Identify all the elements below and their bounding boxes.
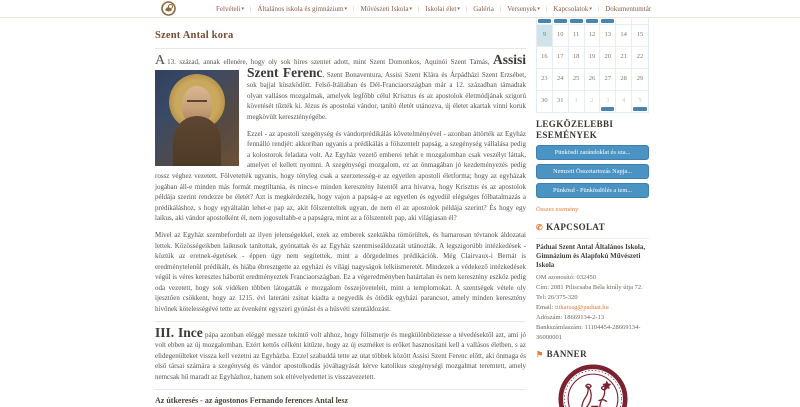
drop-cap: A xyxy=(155,53,166,68)
calendar-day-22[interactable]: 22 xyxy=(632,47,648,69)
contact-email-link[interactable]: titkarsag@paduai.hu xyxy=(554,304,609,311)
caret-down-icon: ▾ xyxy=(537,7,540,12)
divider xyxy=(155,389,526,390)
calendar-day-23[interactable]: 23 xyxy=(537,69,553,91)
contact-line-2 xyxy=(536,293,649,303)
contact-heading xyxy=(536,222,649,233)
contact-label: Bankszámlaszám: xyxy=(536,324,585,331)
calendar-day-29[interactable]: 29 xyxy=(632,69,648,91)
calendar-day-5[interactable]: 5 xyxy=(632,91,648,113)
nav-item-1[interactable]: Általános iskola és gimnázium▾ xyxy=(257,5,348,13)
contact-label: Cím: xyxy=(536,284,551,291)
calendar-day-2[interactable] xyxy=(537,18,553,25)
nav-item-3[interactable]: Iskolai élet▾ xyxy=(425,5,460,13)
contact-line-4 xyxy=(536,313,649,323)
event-calendar xyxy=(536,18,649,113)
nav-item-2[interactable]: Művészeti Iskola▾ xyxy=(360,5,412,13)
event-indicator-bar[interactable] xyxy=(538,19,551,23)
episcopal-conference-seal-image xyxy=(555,364,631,407)
nav-item-7[interactable]: Dokumentumtár xyxy=(605,5,652,13)
contact-label: Email: xyxy=(536,304,555,311)
contact-label: Tel: xyxy=(536,294,548,301)
event-indicator-bar[interactable] xyxy=(570,19,583,23)
phone-icon: ✆ xyxy=(536,223,544,232)
calendar-day-9[interactable]: 9 xyxy=(537,25,553,47)
contact-line-1 xyxy=(536,283,649,293)
sidebar xyxy=(536,18,649,407)
calendar-day-4[interactable] xyxy=(569,18,585,25)
all-events-link[interactable]: Összes esemény xyxy=(536,206,579,213)
event-indicator-bar[interactable] xyxy=(601,19,614,23)
highlight-name: Assisi Szent Ferenc xyxy=(247,52,526,80)
calendar-day-2[interactable]: 2 xyxy=(585,91,601,113)
calendar-day-7[interactable] xyxy=(616,18,632,25)
contact-label: Adószám: xyxy=(536,314,564,321)
calendar-day-10[interactable]: 10 xyxy=(553,25,569,47)
calendar-day-25[interactable]: 25 xyxy=(569,69,585,91)
contact-lines xyxy=(536,273,649,343)
calendar-day-11[interactable]: 11 xyxy=(569,25,585,47)
paragraph-text: 13. század, annak ellenére, hogy oly sok híres szentet adott, mint Szent Domonkos, Aquinói Szent Tamás, xyxy=(167,58,493,66)
highlight-name: III. Ince xyxy=(155,324,203,340)
school-name: Páduai Szent Antal Általános Iskola, Gimnázium és Alapfokú Művészeti Iskola xyxy=(536,243,646,269)
nav-separator: | xyxy=(418,5,420,13)
calendar-week-4 xyxy=(537,91,648,113)
calendar-day-18[interactable]: 18 xyxy=(569,47,585,69)
caret-down-icon: ▾ xyxy=(409,7,412,12)
calendar-day-13[interactable]: 13 xyxy=(600,25,616,47)
event-indicator-bar[interactable] xyxy=(601,107,614,111)
contact-line-0 xyxy=(536,273,649,283)
calendar-day-5[interactable] xyxy=(585,18,601,25)
calendar-day-6[interactable] xyxy=(600,18,616,25)
calendar-day-4[interactable]: 4 xyxy=(616,91,632,113)
contact-line-5 xyxy=(536,323,649,343)
nav-separator: | xyxy=(499,5,502,13)
upcoming-events-heading: LEGKÖZELEBBI ESEMÉNYEK xyxy=(536,119,614,140)
nav-separator: | xyxy=(545,5,548,13)
calendar-day-26[interactable]: 26 xyxy=(585,69,601,91)
saint-francis-fresco-image xyxy=(155,70,239,166)
calendar-day-8[interactable] xyxy=(632,18,648,25)
calendar-day-1[interactable]: 1 xyxy=(569,91,585,113)
contact-heading-label: KAPCSOLAT xyxy=(546,222,606,232)
banner-heading xyxy=(536,349,649,360)
caret-down-icon: ▾ xyxy=(344,7,348,12)
nav-item-4[interactable]: Galéria xyxy=(473,5,494,13)
calendar-week-0 xyxy=(537,18,648,25)
top-navigation-bar xyxy=(0,0,800,18)
nav-item-0[interactable]: Felvételi▾ xyxy=(216,5,245,13)
contact-label: OM azonosító: xyxy=(536,274,577,281)
school-crest-logo[interactable] xyxy=(161,1,176,16)
divider xyxy=(155,48,526,49)
contact-value: 032450 xyxy=(576,274,596,281)
calendar-week-3 xyxy=(537,69,648,91)
calendar-day-19[interactable]: 19 xyxy=(585,47,601,69)
nav-item-6[interactable]: Kapcsolatok▾ xyxy=(553,5,592,13)
event-indicator-bar[interactable] xyxy=(633,107,647,111)
contact-value: 18669134-2-13 xyxy=(563,314,605,321)
calendar-day-31[interactable]: 31 xyxy=(553,91,569,113)
robe-shape xyxy=(173,116,221,166)
school-crest-icon xyxy=(161,1,176,16)
nav-separator: | xyxy=(465,5,468,13)
nav-separator: | xyxy=(353,5,355,13)
event-indicator-bar[interactable] xyxy=(586,19,599,23)
paragraph-text: , Szent Bonaventura, Assisi Szent Klára és Árpádházi Szent Erzsébet, sok bajjal küszködött. Felső-Itáliában és Dél-Franciaországban már a 12. században támadtak olyan vallásos mozgalmak, amelyek legfőbb célul Krisztus és az apostolok életmódjának szigorú követését tűzték ki. Jézus és apostolai vándor, tanító életét utánozva, új életet akartak vinni koruk megkövült keresztényégébe. xyxy=(247,70,526,121)
contact-value: 11104454-28669134-36000001 xyxy=(536,324,641,341)
calendar-day-24[interactable]: 24 xyxy=(553,69,569,91)
calendar-day-15[interactable]: 15 xyxy=(632,25,648,47)
calendar-day-12[interactable]: 12 xyxy=(585,25,601,47)
event-indicator-bar[interactable] xyxy=(554,19,567,23)
event-button-2[interactable]: Pünkösd - Pünkösdölés a tem... xyxy=(536,183,649,198)
banner-heading-label: BANNER xyxy=(546,349,587,359)
paragraph-4 xyxy=(155,324,526,383)
calendar-day-28[interactable]: 28 xyxy=(616,69,632,91)
calendar-day-30[interactable]: 30 xyxy=(537,91,553,113)
calendar-day-14[interactable]: 14 xyxy=(616,25,632,47)
eyes-shape xyxy=(187,100,207,102)
calendar-day-27[interactable]: 27 xyxy=(600,69,616,91)
paragraph-1 xyxy=(155,52,526,123)
contact-value: 26/375-320 xyxy=(547,294,578,301)
contact-line-3 xyxy=(536,303,649,313)
main-nav xyxy=(213,0,654,18)
calendar-week-2 xyxy=(537,47,648,69)
paragraph-3: Mivel az Egyház szembefordult az ilyen jelenségekkel, ezek az emberek szektákba tömörültek, és hamarosan tévtanok áldozatai lettek. Közösségeikben laikusok tanítottak, gyóntattak és az Egyház szentmiseáldozatát utánozták. A legszigorúbb intézkedések - köztük az eretnek-égetések - éppen úgy nem segítettek, mint a dörgedelmes prédikációk. Még Clairvaux-i Bernát is eredménytelenül prédikált, és hiába ébresztgette az egyházi és világi nagyságok lelkiismeretét. Mindezek a védekező intézkedések végül is véres keresztes háborút eredményeztek Franciaországban. Ez a végeredményben határtalan és nem keresztény eszköz pedig oda vezetett, hogy sok vidéken többen látogatták e mozgalom összejöveteleit, mint a templomokat. A szentségek vétele oly ijesztően csökkent, hogy az 1215. évi lateráni zsinat kiadta a negyedik és ötödik egyházi parancsot, amely minden keresztény hívőnek kötelességévé tette az évenként egyszeri gyónást és a húsvéti szentáldozást. xyxy=(155,230,526,314)
page-title: Szent Antal kora xyxy=(155,30,234,41)
article xyxy=(155,18,526,407)
banner-seal-link[interactable] xyxy=(536,364,649,407)
section-subheading: Az útkeresés - az ágostonos Fernando ferences Antal lesz xyxy=(155,395,349,405)
flag-icon: ⚑ xyxy=(536,350,544,359)
calendar-day-16[interactable]: 16 xyxy=(537,47,553,69)
paragraph-2: Ezzel - az apostoli szegénység és vándorprédikálás követelményével - azonban áttörték az Egyház fennálló rendjét: akkoriban ugyanis a prédikálás a fölszentelt papság, a szegénység vállalása pedig a kolostorok feladata volt. Az Egyház vezető emberei tehát e mozgalomban csak veszélyt láttak, amelyet el kellett nyomni. A szegénységi mozgalom, ez az önmagában jó kezdeményezés pedig rossz véghez vezetett. Fölvetették ugyanis, hogy tényleg csak a szerzetesség-e az egyetlen apostoli életforma; hogy az egyházak jogában áll-e minden más formát megtiltania, és nincs-e minden keresztény Istentől arra hivatva, hogy Krisztus és az apostolok példája szerint rendezze be életét? Azt is megkérdezték, hogy vajon a papság-e az egyetlen és egyedül elégséges fölhatalmazás a prédikáláshoz, s hogy egyáltalán lehet-e pap az, akit fölszenteltek ugyan, de nem él az apostolok példája szerint? És hogy egy laikus, aki vándor apostolként él, nem jogosultabb-e a papságra, mint az a fölszentelt pap, aki világiasan él? xyxy=(155,129,526,223)
calendar-grid xyxy=(537,18,648,113)
event-button-list xyxy=(536,145,649,198)
event-button-0[interactable]: Pünkösdi zarándoklat és sza... xyxy=(536,145,649,160)
divider xyxy=(536,238,649,239)
nav-separator: | xyxy=(597,5,600,13)
contact-value: 2081 Piliscsaba Béla király útja 72. xyxy=(550,284,643,291)
calendar-day-3[interactable]: 3 xyxy=(600,91,616,113)
calendar-day-21[interactable]: 21 xyxy=(616,47,632,69)
calendar-day-3[interactable] xyxy=(553,18,569,25)
paragraph-text: pápa azonban eléggé messze tekintő volt ahhoz, hogy fölismerje és megkülönböztesse a tévedésektől azt, ami jó volt ebben az új mozgalomban. Ezért kettős célként kitűzte, hogy az új eszméket is erőket hasznosítani kell a vallásos életben, s az elidegenülteket vissza kell vezetni az Egyházba. Ezzel szabaddá tette az utat többek között Assisi Szent Ferenc előtt, aki önmaga és első társai számára a szegénység és vándor apostolkodás jóváhagyását kérve katolikus szegénységi mozgalmat teremtett, amely nemcsak hű maradt az Egyházhoz, hanem sok eltévelyedettet is visszavezetett. xyxy=(155,330,526,382)
caret-down-icon: ▾ xyxy=(241,7,245,12)
caret-down-icon: ▾ xyxy=(457,7,460,12)
caret-down-icon: ▾ xyxy=(589,7,592,12)
calendar-day-20[interactable]: 20 xyxy=(600,47,616,69)
event-button-1[interactable]: Nemzeti Összetartozás Napja... xyxy=(536,164,649,179)
nav-separator: | xyxy=(250,5,252,13)
calendar-day-17[interactable]: 17 xyxy=(553,47,569,69)
nav-item-5[interactable]: Versenyek▾ xyxy=(507,5,540,13)
calendar-week-1 xyxy=(537,25,648,47)
divider xyxy=(155,321,526,322)
